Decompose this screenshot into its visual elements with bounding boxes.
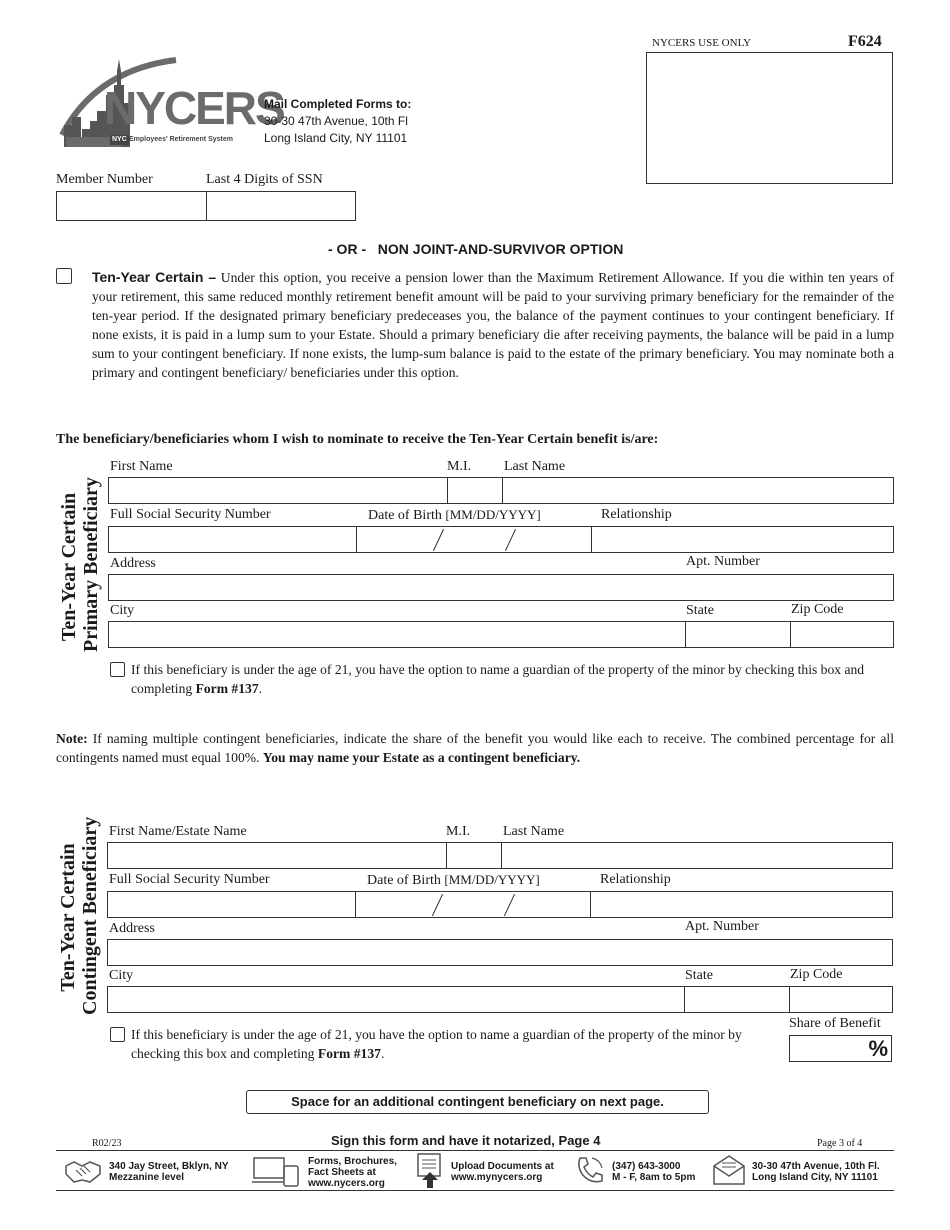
contingent-mi-label: M.I.: [446, 824, 471, 839]
primary-side-line2: Primary Beneficiary: [80, 477, 102, 652]
ssn-last4-field[interactable]: [206, 191, 356, 221]
footer-mail-line2: Long Island City, NY 11101: [752, 1172, 878, 1183]
footer-top-rule: [56, 1150, 894, 1151]
nycers-logo: [56, 55, 284, 150]
contingent-last-name-label: Last Name: [503, 824, 565, 839]
contingent-address-label: Address: [109, 921, 155, 936]
primary-mi-field[interactable]: [447, 477, 503, 504]
upload-icon: [414, 1152, 446, 1190]
footer-bottom-rule: [56, 1190, 894, 1191]
primary-mi-label: M.I.: [447, 459, 472, 474]
handshake-icon: [64, 1156, 102, 1186]
primary-guardian-period: .: [258, 681, 263, 696]
contingent-side-label: [57, 816, 101, 1015]
contingent-address-field[interactable]: [107, 939, 893, 966]
footer-item-phone: [612, 1161, 695, 1183]
primary-state-label: State: [686, 603, 714, 618]
primary-first-name-field[interactable]: [108, 477, 448, 504]
note-label: Note:: [56, 731, 88, 746]
share-of-benefit-field[interactable]: [789, 1035, 892, 1062]
percent-icon: %: [868, 1036, 888, 1061]
note-text: If naming multiple contingent beneficiaries, indicate the share of the benefit you would like each to receive. The combined percentage for all contingents named must equal 100%.: [56, 731, 894, 765]
primary-last-name-label: Last Name: [504, 459, 566, 474]
note-bold: You may name your Estate as a contingent beneficiary.: [262, 750, 581, 765]
option-text: Under this option, you receive a pension lower than the Maximum Retirement Allowance. If you die within ten years of your retirement, this same reduced monthly retirement benefit amount will be paid to your surviving primary beneficiary for the remainder of the ten-year period. If the designated primary beneficiary predeceases you, the balance of the payment continues to your contingent beneficiary. If none exists, it is paid in a lump sum to your Estate. Should a primary beneficiary die after receiving payments, the balance will be paid in a lump sum to your contingent beneficiary. If none exists, the lump-sum balance is paid to the estate of the primary beneficiary. You may nominate both a primary and contingent beneficiary/ beneficiaries under this option.: [92, 270, 894, 380]
contingent-apt-label: Apt. Number: [685, 919, 759, 934]
contingent-zip-field[interactable]: [789, 986, 893, 1013]
contingent-dob-label: [367, 872, 540, 889]
footer-upload-line1: Upload Documents at: [451, 1161, 554, 1172]
primary-guardian-checkbox[interactable]: [110, 662, 125, 677]
footer-office-line2: Mezzanine level: [109, 1172, 185, 1183]
contingent-side-line1: Ten-Year Certain: [57, 843, 79, 992]
contingent-dob-format: [MM/DD/YYYY]: [444, 872, 540, 887]
contingent-city-label: City: [109, 968, 134, 983]
primary-zip-field[interactable]: [790, 621, 894, 648]
dob-separator: [432, 894, 443, 916]
mail-title: Mail Completed Forms to:: [264, 97, 412, 111]
option-heading-text: NON JOINT-AND-SURVIVOR OPTION: [377, 241, 624, 257]
contingent-mi-field[interactable]: [446, 842, 502, 869]
primary-guardian-text: [131, 660, 895, 698]
primary-dob-field[interactable]: [356, 526, 592, 553]
contingent-side-line2: Contingent Beneficiary: [79, 816, 101, 1015]
logo-nyc-tag: NYC: [112, 136, 127, 143]
mail-address-block: [264, 96, 411, 147]
primary-side-label: [58, 477, 102, 652]
primary-ssn-label: Full Social Security Number: [110, 507, 271, 522]
primary-ssn-field[interactable]: [108, 526, 357, 553]
primary-city-label: City: [110, 603, 135, 618]
sign-notarize-text: Sign this form and have it notarized, Page 4: [331, 1133, 601, 1148]
contingent-guardian-form: Form #137: [317, 1046, 381, 1061]
contingent-first-name-field[interactable]: [107, 842, 447, 869]
primary-city-field[interactable]: [108, 621, 686, 648]
next-page-note: Space for an additional contingent beneficiary on next page.: [246, 1090, 709, 1114]
share-of-benefit-label: Share of Benefit: [789, 1016, 881, 1031]
contingent-last-name-field[interactable]: [501, 842, 893, 869]
revision-code: R02/23: [92, 1138, 122, 1149]
contingent-ssn-field[interactable]: [107, 891, 356, 918]
or-label: - OR -: [328, 241, 367, 257]
footer-phone-line1: (347) 643-3000: [612, 1161, 681, 1172]
nycers-use-only-box: [646, 52, 893, 184]
footer-office-line1: 340 Jay Street, Bklyn, NY: [109, 1161, 229, 1172]
option-heading: [328, 241, 623, 257]
contingent-relationship-field[interactable]: [590, 891, 893, 918]
footer-forms-line3: www.nycers.org: [308, 1178, 385, 1189]
primary-guardian-form: Form #137: [195, 681, 259, 696]
contingent-state-field[interactable]: [684, 986, 790, 1013]
logo-wordmark: NYCERS: [104, 82, 284, 134]
primary-dob-text: Date of Birth: [368, 508, 442, 523]
footer-forms-line2: Fact Sheets at: [308, 1167, 376, 1178]
dob-separator: [433, 529, 444, 551]
dob-separator: [504, 894, 515, 916]
use-only-label: NYCERS USE ONLY: [652, 37, 752, 49]
dob-separator: [505, 529, 516, 551]
contingent-guardian-checkbox[interactable]: [110, 1027, 125, 1042]
option-title: Ten-Year Certain –: [92, 269, 217, 285]
footer-item-forms: [308, 1156, 397, 1189]
mail-line-2: Long Island City, NY 11101: [264, 131, 408, 145]
primary-first-name-label: First Name: [110, 459, 173, 474]
footer-phone-line2: M - F, 8am to 5pm: [612, 1172, 696, 1183]
devices-icon: [252, 1154, 302, 1188]
footer-item-mail: [752, 1161, 880, 1183]
ten-year-certain-checkbox[interactable]: [56, 268, 72, 284]
mail-icon: [712, 1154, 746, 1186]
contingent-zip-label: Zip Code: [790, 967, 843, 982]
primary-zip-label: Zip Code: [791, 602, 844, 617]
contingent-guardian-text: [131, 1025, 761, 1063]
primary-relationship-label: Relationship: [601, 507, 672, 522]
primary-address-label: Address: [110, 556, 156, 571]
footer-upload-line2: www.mynycers.org: [451, 1172, 543, 1183]
mail-line-1: 30-30 47th Avenue, 10th Fl: [264, 114, 408, 128]
contingent-dob-field[interactable]: [355, 891, 591, 918]
primary-guardian-desc: If this beneficiary is under the age of 21, you have the option to name a guardian of the property of the minor by checking this box and completing: [131, 662, 865, 696]
logo-subtitle: Employees' Retirement System: [129, 136, 233, 143]
contingent-dob-text: Date of Birth: [367, 873, 441, 888]
nominate-instruction: The beneficiary/beneficiaries whom I wish to nominate to receive the Ten-Year Certain benefit is/are:: [56, 432, 659, 447]
form-id: F624: [848, 33, 882, 50]
primary-state-field[interactable]: [685, 621, 791, 648]
contingent-guardian-desc: If this beneficiary is under the age of 21, you have the option to name a guardian of the property of the minor by checking this box and completing: [131, 1027, 742, 1061]
member-number-label: Member Number: [56, 172, 153, 187]
contingent-guardian-period: .: [380, 1046, 385, 1061]
footer-mail-line1: 30-30 47th Avenue, 10th Fl.: [752, 1161, 880, 1172]
primary-last-name-field[interactable]: [502, 477, 894, 504]
footer-item-office: [109, 1161, 229, 1183]
primary-side-line1: Ten-Year Certain: [58, 492, 80, 642]
footer-item-upload: [451, 1161, 554, 1183]
primary-dob-label: [368, 507, 541, 524]
contingent-note: [56, 729, 894, 767]
contingent-ssn-label: Full Social Security Number: [109, 872, 270, 887]
primary-address-field[interactable]: [108, 574, 894, 601]
option-description: [92, 268, 894, 382]
contingent-city-field[interactable]: [107, 986, 685, 1013]
contingent-first-name-label: First Name/Estate Name: [109, 824, 247, 839]
ssn-last4-label: Last 4 Digits of SSN: [206, 172, 323, 187]
contingent-relationship-label: Relationship: [600, 872, 671, 887]
page-number: Page 3 of 4: [817, 1138, 863, 1149]
phone-icon: [574, 1154, 606, 1186]
contingent-state-label: State: [685, 968, 713, 983]
primary-dob-format: [MM/DD/YYYY]: [445, 507, 541, 522]
member-number-field[interactable]: [56, 191, 207, 221]
primary-apt-label: Apt. Number: [686, 554, 760, 569]
primary-relationship-field[interactable]: [591, 526, 894, 553]
footer-forms-line1: Forms, Brochures,: [308, 1156, 397, 1167]
